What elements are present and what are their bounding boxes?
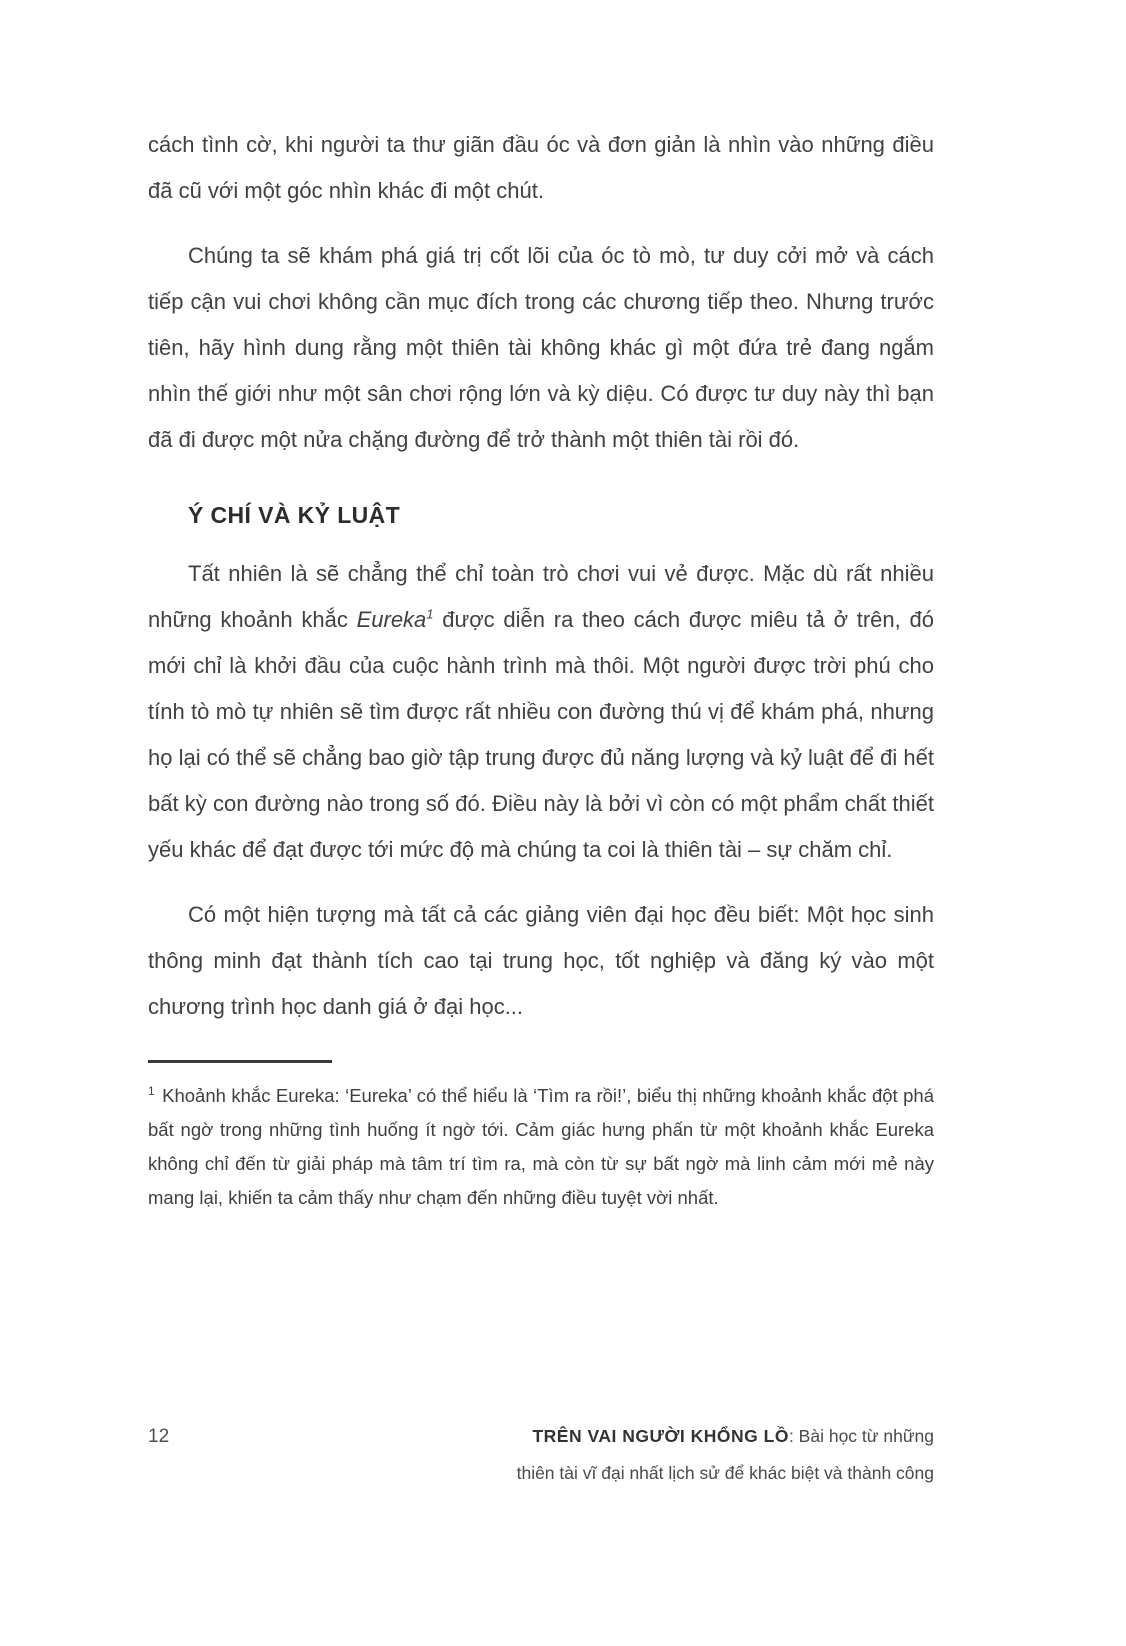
footnote-separator [148, 1060, 332, 1063]
book-title: TRÊN VAI NGƯỜI KHỔNG LỒ [532, 1426, 789, 1446]
paragraph: Chúng ta sẽ khám phá giá trị cốt lõi của óc tò mò, tư duy cởi mở và cách tiếp cận vui chơi không cần mục đích trong các chương tiếp theo. Nhưng trước tiên, hãy hình dung rằng một thiên tài không khác gì một đứa trẻ đang ngắm nhìn thế giới như một sân chơi rộng lớn và kỳ diệu. Có được tư duy này thì bạn đã đi được một nửa chặng đường để trở thành một thiên tài rồi đó. [148, 243, 934, 452]
page-content [148, 122, 934, 1215]
paragraph [148, 551, 934, 873]
running-title [517, 1418, 934, 1492]
italic-term: Eureka [356, 607, 427, 632]
page-footer [148, 1418, 934, 1492]
paragraph: Có một hiện tượng mà tất cả các giảng viên đại học đều biết: Một học sinh thông minh đạt thành tích cao tại trung học, tốt nghiệp và đăng ký vào một chương trình học danh giá ở đại học... [148, 902, 934, 1019]
footnote [148, 1079, 934, 1215]
footnote-text: Khoảnh khắc Eureka: ‘Eureka’ có thể hiểu là ‘Tìm ra rồi!’, biểu thị những khoảnh khắc đột phá bất ngờ trong những tình huống ít ngờ tới. Cảm giác hưng phấn từ một khoảnh khắc Eureka không chỉ đến từ giải pháp mà tâm trí tìm ra, mà còn từ sự bất ngờ mà linh cảm mới mẻ này mang lại, khiến ta cảm thấy như chạm đến những điều tuyệt vời nhất. [148, 1085, 934, 1208]
section-heading: Ý CHÍ VÀ KỶ LUẬT [188, 502, 401, 528]
footnote-marker: 1 [148, 1083, 155, 1098]
running-title-line1 [517, 1418, 934, 1455]
running-title-line2: thiên tài vĩ đại nhất lịch sử để khác biệt và thành công [516, 1463, 934, 1483]
book-title-subtitle-start: : Bài học từ những [788, 1426, 934, 1446]
footnote-reference: 1 [426, 606, 434, 622]
paragraph-continuation: cách tình cờ, khi người ta thư giãn đầu óc và đơn giản là nhìn vào những điều đã cũ với một góc nhìn khác đi một chút. [148, 132, 934, 203]
paragraph-text: được diễn ra theo cách được miêu tả ở trên, đó mới chỉ là khởi đầu của cuộc hành trình mà thôi. Một người được trời phú cho tính tò mò tự nhiên sẽ tìm được rất nhiều con đường thú vị để khám phá, nhưng họ lại có thể sẽ chẳng bao giờ tập trung được đủ năng lượng và kỷ luật để đi hết bất kỳ con đường nào trong số đó. Điều này là bởi vì còn có một phẩm chất thiết yếu khác để đạt được tới mức độ mà chúng ta coi là thiên tài – sự chăm chỉ. [148, 607, 934, 862]
page-number: 12 [148, 1426, 170, 1447]
paragraph-text: Tất nhiên là sẽ chẳng thể chỉ toàn trò chơi vui vẻ được. Mặc dù rất nhiều những khoảnh khắc [148, 561, 934, 632]
